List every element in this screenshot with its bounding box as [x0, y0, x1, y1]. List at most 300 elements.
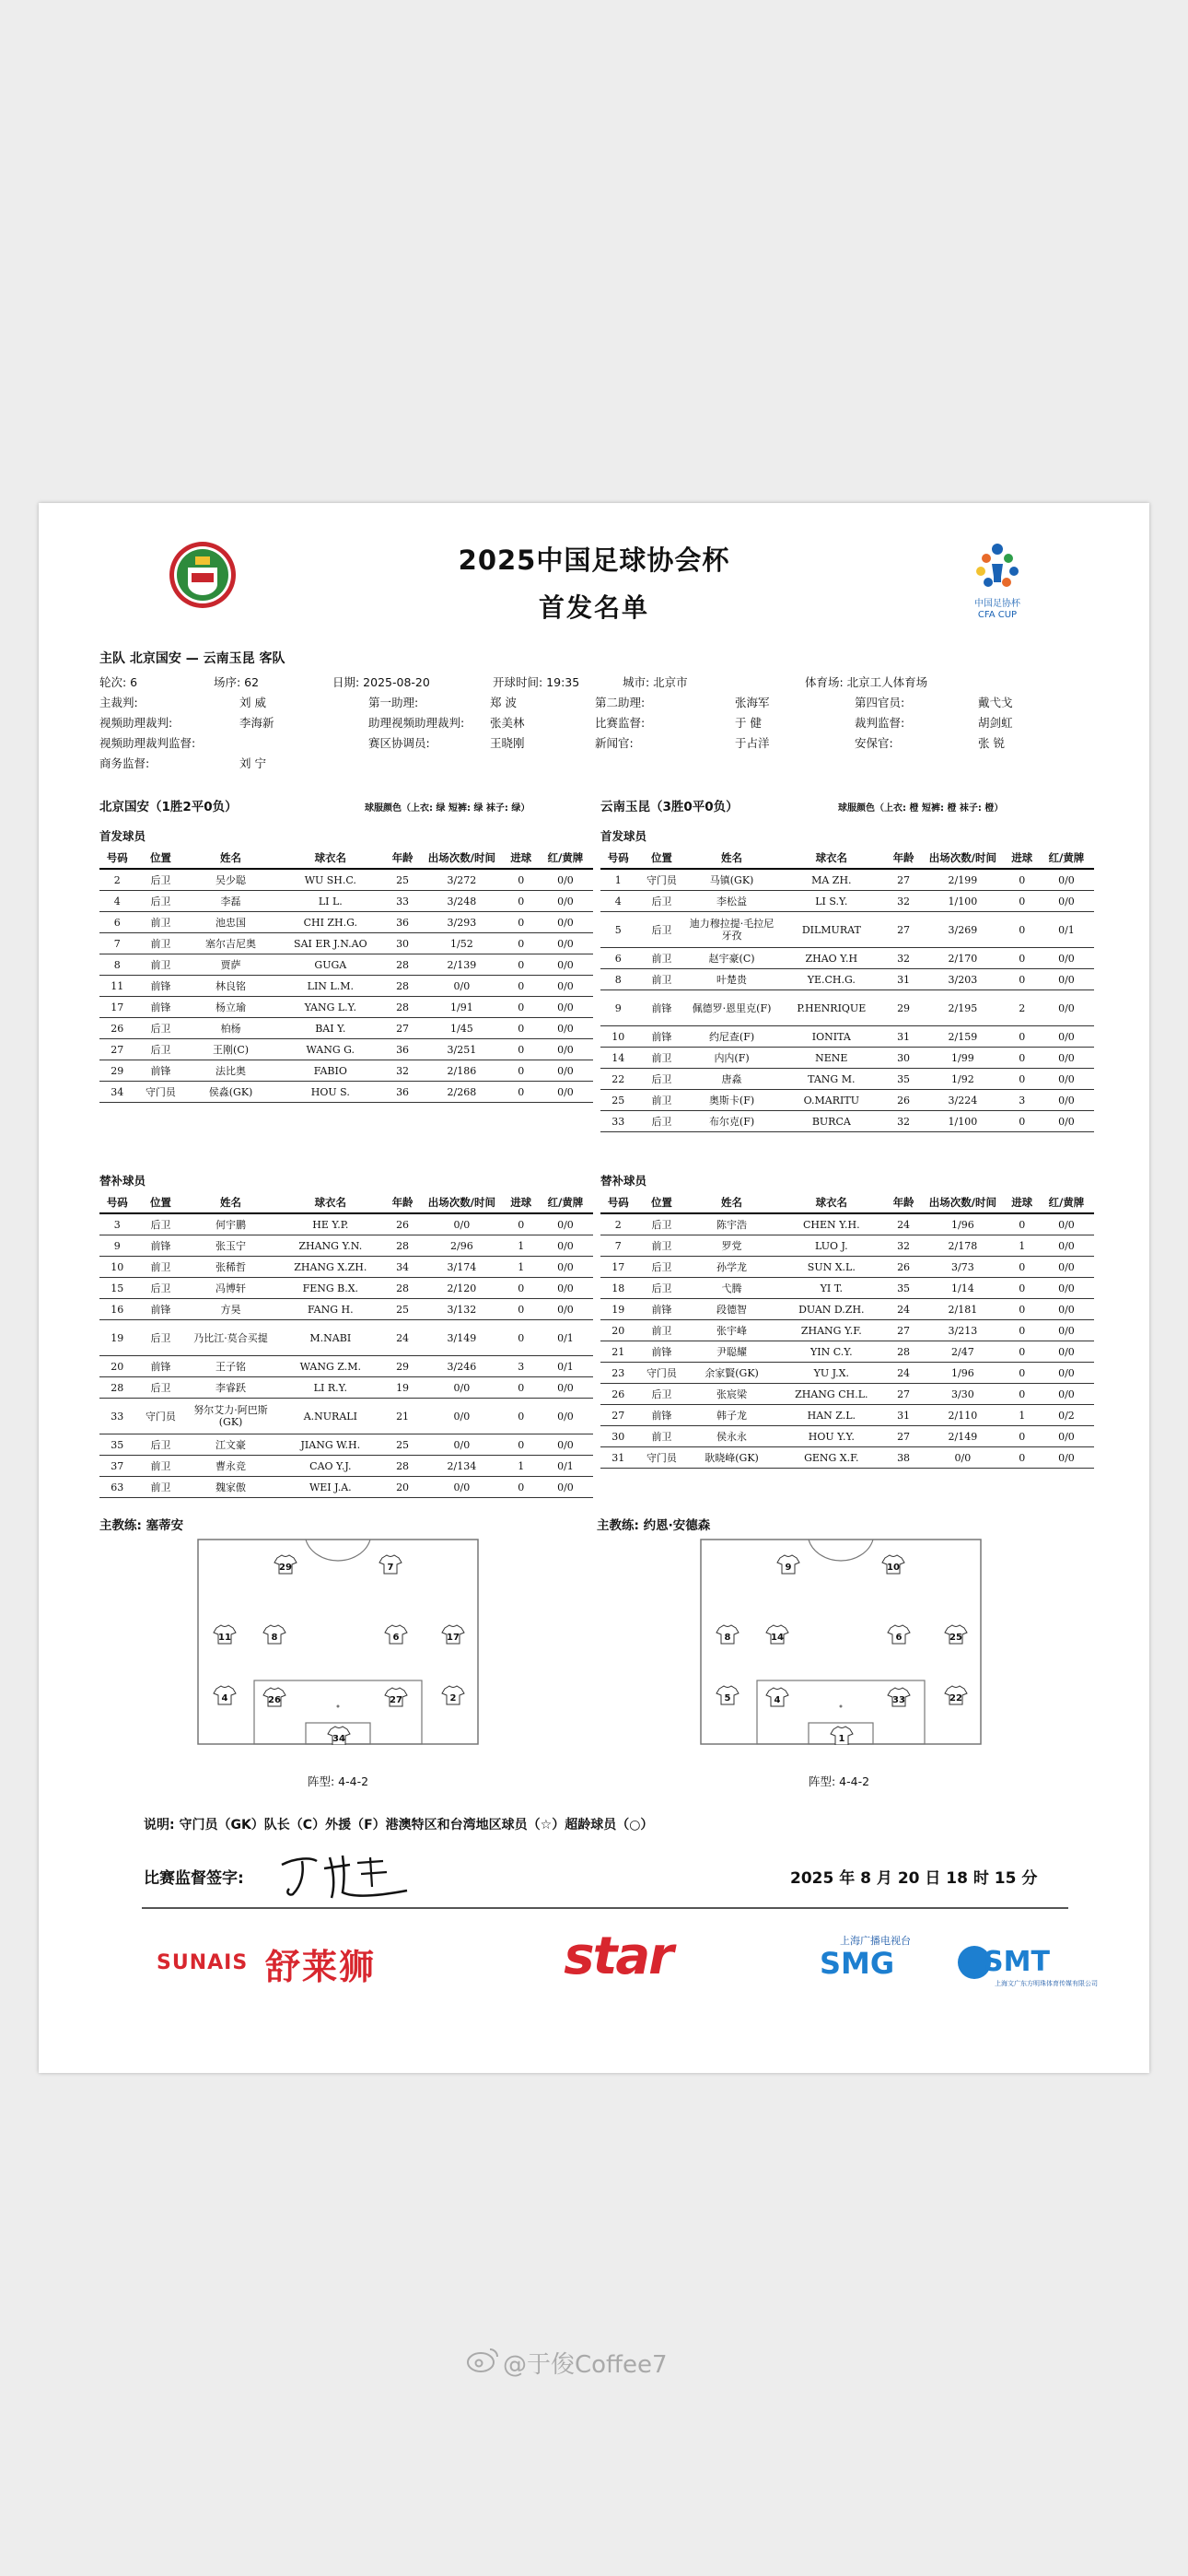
away-formation: 阵型: 4-4-2 — [809, 1774, 870, 1788]
cell-number: 6 — [99, 912, 135, 933]
cell-goals: 1 — [504, 1257, 537, 1278]
cell-position: 前卫 — [636, 1426, 688, 1447]
kickoff: 开球时间: 19:35 — [493, 675, 580, 689]
cell-position: 后卫 — [636, 1257, 688, 1278]
cell-jersey-name: LIN L.M. — [275, 976, 386, 997]
cell-apps: 2/110 — [920, 1405, 1005, 1426]
cell-name: 林良铭 — [186, 976, 274, 997]
cell-number: 28 — [99, 1377, 135, 1399]
cell-jersey-name: YIN C.Y. — [776, 1341, 887, 1363]
cell-number: 19 — [600, 1299, 636, 1320]
team-sheet — [39, 503, 1149, 2073]
cell-name: 王子铭 — [186, 1356, 274, 1377]
match-info — [99, 673, 1094, 774]
cell-position: 后卫 — [636, 1111, 688, 1132]
cell-jersey-name: WU SH.C. — [275, 869, 386, 891]
cell-jersey-name: WANG Z.M. — [275, 1356, 386, 1377]
cell-goals: 0 — [1005, 1299, 1038, 1320]
player-jersey — [385, 1688, 407, 1706]
jersey-number: 22 — [949, 1693, 962, 1704]
cell-age: 27 — [887, 1320, 920, 1341]
cell-name: 吴少聪 — [186, 869, 274, 891]
cell-position: 后卫 — [636, 1213, 688, 1235]
cell-name: 唐淼 — [687, 1069, 775, 1090]
table-row — [600, 1069, 1094, 1090]
cell-number: 16 — [99, 1299, 135, 1320]
table-row — [600, 891, 1094, 912]
cell-goals: 0 — [504, 891, 537, 912]
cell-position: 后卫 — [636, 1069, 688, 1090]
cell-position: 守门员 — [636, 869, 688, 891]
cell-jersey-name: M.NABI — [275, 1320, 386, 1356]
cell-apps: 1/100 — [920, 891, 1005, 912]
cell-position: 前锋 — [135, 1356, 187, 1377]
cell-name: 曹永竞 — [186, 1456, 274, 1477]
cell-goals: 0 — [504, 997, 537, 1018]
table-row — [99, 1356, 593, 1377]
cell-name: 柏杨 — [186, 1018, 274, 1039]
cell-age: 28 — [386, 1278, 419, 1299]
cell-number: 19 — [99, 1320, 135, 1356]
table-header-row — [99, 1192, 593, 1213]
sponsor-star-logo: star — [564, 1926, 672, 1986]
sunais-en: SUNAIS — [157, 1951, 249, 1974]
officials-row-3 — [99, 733, 1094, 754]
table-row — [600, 1341, 1094, 1363]
cell-jersey-name: A.NURALI — [275, 1399, 386, 1434]
signature-icon — [269, 1844, 425, 1903]
cell-apps: 3/269 — [920, 912, 1005, 948]
cell-position: 后卫 — [135, 1377, 187, 1399]
cell-name: 李磊 — [186, 891, 274, 912]
cell-age: 25 — [386, 1434, 419, 1456]
cell-apps: 2/120 — [419, 1278, 504, 1299]
table-row — [600, 1111, 1094, 1132]
cell-cards: 0/0 — [538, 1060, 593, 1082]
cell-age: 29 — [887, 990, 920, 1026]
cell-position: 守门员 — [636, 1363, 688, 1384]
cell-cards: 0/0 — [1039, 969, 1094, 990]
cell-name: 赵宇豪(C) — [687, 948, 775, 969]
cell-goals: 0 — [504, 1082, 537, 1103]
cell-position: 前锋 — [636, 1341, 688, 1363]
cell-goals: 1 — [1005, 1405, 1038, 1426]
cell-apps: 3/73 — [920, 1257, 1005, 1278]
cell-number: 2 — [600, 1213, 636, 1235]
column-header-name: 姓名 — [687, 1192, 775, 1213]
cell-age: 27 — [386, 1018, 419, 1039]
cell-goals: 0 — [504, 1299, 537, 1320]
cell-apps: 3/272 — [419, 869, 504, 891]
away-starters-table — [600, 848, 1094, 1132]
jersey-number: 8 — [271, 1633, 278, 1643]
cell-position: 后卫 — [636, 1384, 688, 1405]
cell-number: 21 — [600, 1341, 636, 1363]
cell-apps: 2/186 — [419, 1060, 504, 1082]
cell-age: 36 — [386, 1039, 419, 1060]
cell-name: 侯淼(GK) — [186, 1082, 274, 1103]
cell-apps: 1/96 — [920, 1213, 1005, 1235]
cell-cards: 0/0 — [538, 976, 593, 997]
cell-position: 前卫 — [135, 912, 187, 933]
cell-age: 26 — [887, 1090, 920, 1111]
city: 城市: 北京市 — [623, 675, 688, 689]
cell-name: 陈宇浩 — [687, 1213, 775, 1235]
cell-apps: 2/96 — [419, 1235, 504, 1257]
cell-apps: 2/139 — [419, 954, 504, 976]
var: 李海新 — [239, 716, 274, 730]
cell-age: 27 — [887, 869, 920, 891]
commercial: 刘 宁 — [239, 756, 266, 770]
cell-name: 弋腾 — [687, 1278, 775, 1299]
cell-jersey-name: LI R.Y. — [275, 1377, 386, 1399]
column-header-goals: 进球 — [1005, 848, 1038, 869]
home-team-header: 北京国安（1胜2平0负） — [99, 800, 238, 814]
cell-name: 法比奥 — [186, 1060, 274, 1082]
cell-position: 前锋 — [636, 1405, 688, 1426]
cell-jersey-name: SAI ER J.N.AO — [275, 933, 386, 954]
cell-goals: 0 — [1005, 1048, 1038, 1069]
cell-apps: 0/0 — [419, 1477, 504, 1498]
player-jersey — [442, 1686, 464, 1704]
player-jersey — [379, 1555, 402, 1574]
cell-age: 28 — [386, 976, 419, 997]
cell-number: 35 — [99, 1434, 135, 1456]
cell-apps: 1/91 — [419, 997, 504, 1018]
home-starters-table — [99, 848, 593, 1103]
player-jersey — [945, 1625, 967, 1644]
cell-cards: 0/1 — [1039, 912, 1094, 948]
column-header-apps: 出场次数/时间 — [920, 1192, 1005, 1213]
cell-age: 32 — [887, 1111, 920, 1132]
player-jersey — [766, 1625, 788, 1644]
cell-number: 27 — [99, 1039, 135, 1060]
cell-cards: 0/0 — [1039, 1048, 1094, 1069]
cell-number: 20 — [99, 1356, 135, 1377]
cell-jersey-name: YE.CH.G. — [776, 969, 887, 990]
cell-position: 前锋 — [135, 1299, 187, 1320]
cell-apps: 3/149 — [419, 1320, 504, 1356]
cell-cards: 0/0 — [1039, 948, 1094, 969]
cell-jersey-name: DILMURAT — [776, 912, 887, 948]
cell-age: 25 — [386, 1299, 419, 1320]
cell-age: 32 — [887, 1235, 920, 1257]
table-row — [600, 1048, 1094, 1069]
game-no: 场序: 62 — [214, 675, 260, 689]
cell-cards: 0/0 — [538, 1399, 593, 1434]
cell-apps: 2/195 — [920, 990, 1005, 1026]
cell-position: 后卫 — [135, 1039, 187, 1060]
cell-apps: 3/248 — [419, 891, 504, 912]
column-header-goals: 进球 — [1005, 1192, 1038, 1213]
cell-number: 11 — [99, 976, 135, 997]
column-header-cards: 红/黄牌 — [538, 848, 593, 869]
cell-position: 后卫 — [135, 1018, 187, 1039]
cell-name: 乃比江·莫合买提 — [186, 1320, 274, 1356]
cell-goals: 0 — [1005, 869, 1038, 891]
cell-jersey-name: YI T. — [776, 1278, 887, 1299]
table-header-row — [600, 848, 1094, 869]
table-row — [600, 1090, 1094, 1111]
smg-top: 上海广播电视台 — [840, 1935, 911, 1947]
stadium: 体育场: 北京工人体育场 — [805, 675, 928, 689]
table-row — [600, 1299, 1094, 1320]
cell-number: 2 — [99, 869, 135, 891]
cell-jersey-name: GUGA — [275, 954, 386, 976]
venue-coord-label: 赛区协调员: — [368, 736, 430, 750]
cell-jersey-name: JIANG W.H. — [275, 1434, 386, 1456]
cell-jersey-name: WANG G. — [275, 1039, 386, 1060]
smt-sub: 上海文广东方明珠体育传媒有限公司 — [995, 1980, 1098, 1987]
table-row — [99, 1399, 593, 1434]
cell-goals: 0 — [504, 976, 537, 997]
fourth: 戴弋戈 — [978, 696, 1013, 709]
cell-cards: 0/0 — [1039, 1426, 1094, 1447]
cell-position: 前卫 — [135, 1257, 187, 1278]
cell-cards: 0/1 — [538, 1456, 593, 1477]
cell-jersey-name: HOU S. — [275, 1082, 386, 1103]
cell-age: 35 — [887, 1278, 920, 1299]
weibo-icon — [466, 2346, 499, 2373]
cell-name: 尹聪耀 — [687, 1341, 775, 1363]
cell-number: 15 — [99, 1278, 135, 1299]
cell-age: 25 — [386, 869, 419, 891]
cell-goals: 0 — [1005, 1341, 1038, 1363]
cell-position: 后卫 — [636, 912, 688, 948]
cell-name: 侯永永 — [687, 1426, 775, 1447]
match-date: 日期: 2025-08-20 — [332, 675, 430, 689]
table-row — [600, 1384, 1094, 1405]
table-row — [600, 948, 1094, 969]
cell-name: 布尔克(F) — [687, 1111, 775, 1132]
cell-apps: 2/149 — [920, 1426, 1005, 1447]
jersey-number: 27 — [390, 1695, 402, 1705]
cell-apps: 3/174 — [419, 1257, 504, 1278]
jersey-number: 29 — [279, 1563, 292, 1573]
cell-age: 28 — [887, 1341, 920, 1363]
cell-cards: 0/0 — [1039, 1363, 1094, 1384]
match-teams: 主队 北京国安 — 云南玉昆 客队 — [99, 651, 285, 666]
cell-apps: 2/181 — [920, 1299, 1005, 1320]
cell-age: 33 — [386, 891, 419, 912]
cell-position: 前锋 — [135, 1235, 187, 1257]
cell-number: 20 — [600, 1320, 636, 1341]
cell-goals: 0 — [504, 933, 537, 954]
cell-number: 63 — [99, 1477, 135, 1498]
table-row — [99, 1477, 593, 1498]
cell-cards: 0/0 — [538, 1377, 593, 1399]
player-jersey — [882, 1555, 904, 1574]
cell-age: 28 — [386, 1235, 419, 1257]
officials-row-4 — [99, 754, 1094, 774]
cell-goals: 0 — [504, 1039, 537, 1060]
cell-number: 37 — [99, 1456, 135, 1477]
cell-cards: 0/0 — [1039, 1447, 1094, 1469]
jersey-number: 1 — [838, 1734, 845, 1744]
cell-name: 何宇鹏 — [186, 1213, 274, 1235]
cell-name: 池忠国 — [186, 912, 274, 933]
cell-name: 张宇峰 — [687, 1320, 775, 1341]
table-row — [99, 1018, 593, 1039]
cell-apps: 1/99 — [920, 1048, 1005, 1069]
table-header-row — [600, 1192, 1094, 1213]
player-jersey — [214, 1686, 236, 1704]
player-jersey — [888, 1625, 910, 1644]
cell-apps: 1/14 — [920, 1278, 1005, 1299]
cell-goals: 0 — [1005, 1384, 1038, 1405]
cell-name: 奥斯卡(F) — [687, 1090, 775, 1111]
column-header-age: 年龄 — [386, 1192, 419, 1213]
smt-text: SMT — [984, 1946, 1050, 1978]
cell-number: 8 — [600, 969, 636, 990]
cell-number: 29 — [99, 1060, 135, 1082]
cell-goals: 0 — [504, 1320, 537, 1356]
cell-position: 后卫 — [135, 1434, 187, 1456]
cell-apps: 1/92 — [920, 1069, 1005, 1090]
player-jersey — [263, 1625, 285, 1644]
cell-goals: 0 — [504, 1213, 537, 1235]
cell-apps: 0/0 — [419, 1434, 504, 1456]
cell-position: 守门员 — [135, 1082, 187, 1103]
pitch-outline — [701, 1540, 981, 1744]
away-coach: 主教练: 约恩·安德森 — [597, 1518, 711, 1533]
cell-age: 24 — [386, 1320, 419, 1356]
cell-jersey-name: ZHANG Y.N. — [275, 1235, 386, 1257]
table-row — [600, 1235, 1094, 1257]
cell-cards: 0/0 — [538, 1257, 593, 1278]
cell-position: 前卫 — [636, 1320, 688, 1341]
cell-position: 后卫 — [135, 1320, 187, 1356]
cell-cards: 0/0 — [1039, 1320, 1094, 1341]
cell-goals: 1 — [504, 1456, 537, 1477]
column-header-apps: 出场次数/时间 — [419, 1192, 504, 1213]
cell-apps: 2/159 — [920, 1026, 1005, 1048]
cell-jersey-name: ZHAO Y.H — [776, 948, 887, 969]
column-header-jersey-name: 球衣名 — [275, 848, 386, 869]
player-jersey — [777, 1555, 799, 1574]
cell-cards: 0/1 — [538, 1356, 593, 1377]
table-row — [99, 869, 593, 891]
table-row — [99, 1299, 593, 1320]
var-label: 视频助理裁判: — [99, 716, 173, 730]
press-label: 新闻官: — [595, 736, 634, 750]
jersey-number: 10 — [887, 1563, 900, 1573]
cell-number: 14 — [600, 1048, 636, 1069]
cell-name: 塞尔吉尼奥 — [186, 933, 274, 954]
cell-number: 10 — [99, 1257, 135, 1278]
table-row — [600, 1257, 1094, 1278]
cell-jersey-name: CHI ZH.G. — [275, 912, 386, 933]
cell-cards: 0/0 — [1039, 1213, 1094, 1235]
cell-number: 17 — [99, 997, 135, 1018]
table-row — [600, 1363, 1094, 1384]
cell-cards: 0/0 — [1039, 1090, 1094, 1111]
player-jersey — [442, 1625, 464, 1644]
jersey-number: 6 — [392, 1633, 400, 1643]
page-title: 2025中国足球协会杯 — [458, 544, 730, 576]
jersey-number: 11 — [218, 1633, 231, 1643]
avar-label: 助理视频助理裁判: — [368, 716, 465, 730]
cell-name: 耿晓峰(GK) — [687, 1447, 775, 1469]
cell-cards: 0/0 — [1039, 1384, 1094, 1405]
cell-name: 努尔艾力·阿巴斯(GK) — [186, 1399, 274, 1434]
column-header-cards: 红/黄牌 — [1039, 1192, 1094, 1213]
column-header-age: 年龄 — [887, 848, 920, 869]
cell-apps: 3/293 — [419, 912, 504, 933]
cell-jersey-name: YANG L.Y. — [275, 997, 386, 1018]
away-formation-pitch — [700, 1539, 982, 1745]
table-row — [99, 933, 593, 954]
cell-cards: 0/0 — [1039, 1069, 1094, 1090]
center-circle — [809, 1540, 873, 1561]
cell-age: 20 — [386, 1477, 419, 1498]
cell-apps: 2/170 — [920, 948, 1005, 969]
column-header-jersey-name: 球衣名 — [275, 1192, 386, 1213]
cell-cards: 0/0 — [538, 1082, 593, 1103]
cell-goals: 0 — [504, 1377, 537, 1399]
cell-apps: 2/134 — [419, 1456, 504, 1477]
watermark: @于俊Coffee7 — [503, 2351, 668, 2379]
player-jersey — [716, 1686, 739, 1704]
cell-name: 约尼查(F) — [687, 1026, 775, 1048]
cell-goals: 3 — [504, 1356, 537, 1377]
officials-row-2 — [99, 713, 1094, 733]
cell-number: 30 — [600, 1426, 636, 1447]
cell-goals: 0 — [504, 869, 537, 891]
cell-goals: 0 — [504, 1278, 537, 1299]
cell-cards: 0/0 — [1039, 891, 1094, 912]
cell-age: 32 — [386, 1060, 419, 1082]
cell-cards: 0/2 — [1039, 1405, 1094, 1426]
cell-goals: 0 — [504, 1018, 537, 1039]
cell-cards: 0/0 — [1039, 1299, 1094, 1320]
cell-number: 23 — [600, 1363, 636, 1384]
cell-jersey-name: YU J.X. — [776, 1363, 887, 1384]
cell-goals: 0 — [504, 912, 537, 933]
cell-age: 35 — [887, 1069, 920, 1090]
player-jersey — [328, 1727, 350, 1745]
cell-jersey-name: FENG B.X. — [275, 1278, 386, 1299]
cell-jersey-name: SUN X.L. — [776, 1257, 887, 1278]
cell-apps: 3/132 — [419, 1299, 504, 1320]
cell-age: 36 — [386, 1082, 419, 1103]
penalty-spot — [337, 1705, 340, 1708]
table-row — [600, 969, 1094, 990]
cell-position: 前卫 — [636, 1090, 688, 1111]
column-header-cards: 红/黄牌 — [1039, 848, 1094, 869]
ar1-label: 第一助理: — [368, 696, 419, 709]
cell-age: 31 — [887, 1405, 920, 1426]
cell-number: 6 — [600, 948, 636, 969]
column-header-position: 位置 — [636, 1192, 688, 1213]
cell-name: 孙学龙 — [687, 1257, 775, 1278]
cell-position: 前锋 — [636, 1026, 688, 1048]
cell-name: 冯博轩 — [186, 1278, 274, 1299]
cell-goals: 1 — [504, 1235, 537, 1257]
cell-position: 前卫 — [135, 954, 187, 976]
cell-age: 27 — [887, 912, 920, 948]
cell-number: 25 — [600, 1090, 636, 1111]
cell-goals: 0 — [1005, 1447, 1038, 1469]
referee: 刘 威 — [239, 696, 266, 709]
cell-jersey-name: WEI J.A. — [275, 1477, 386, 1498]
cell-goals: 0 — [504, 954, 537, 976]
cell-number: 33 — [600, 1111, 636, 1132]
cell-age: 30 — [386, 933, 419, 954]
cell-jersey-name: TANG M. — [776, 1069, 887, 1090]
cell-jersey-name: HOU Y.Y. — [776, 1426, 887, 1447]
column-header-name: 姓名 — [687, 848, 775, 869]
